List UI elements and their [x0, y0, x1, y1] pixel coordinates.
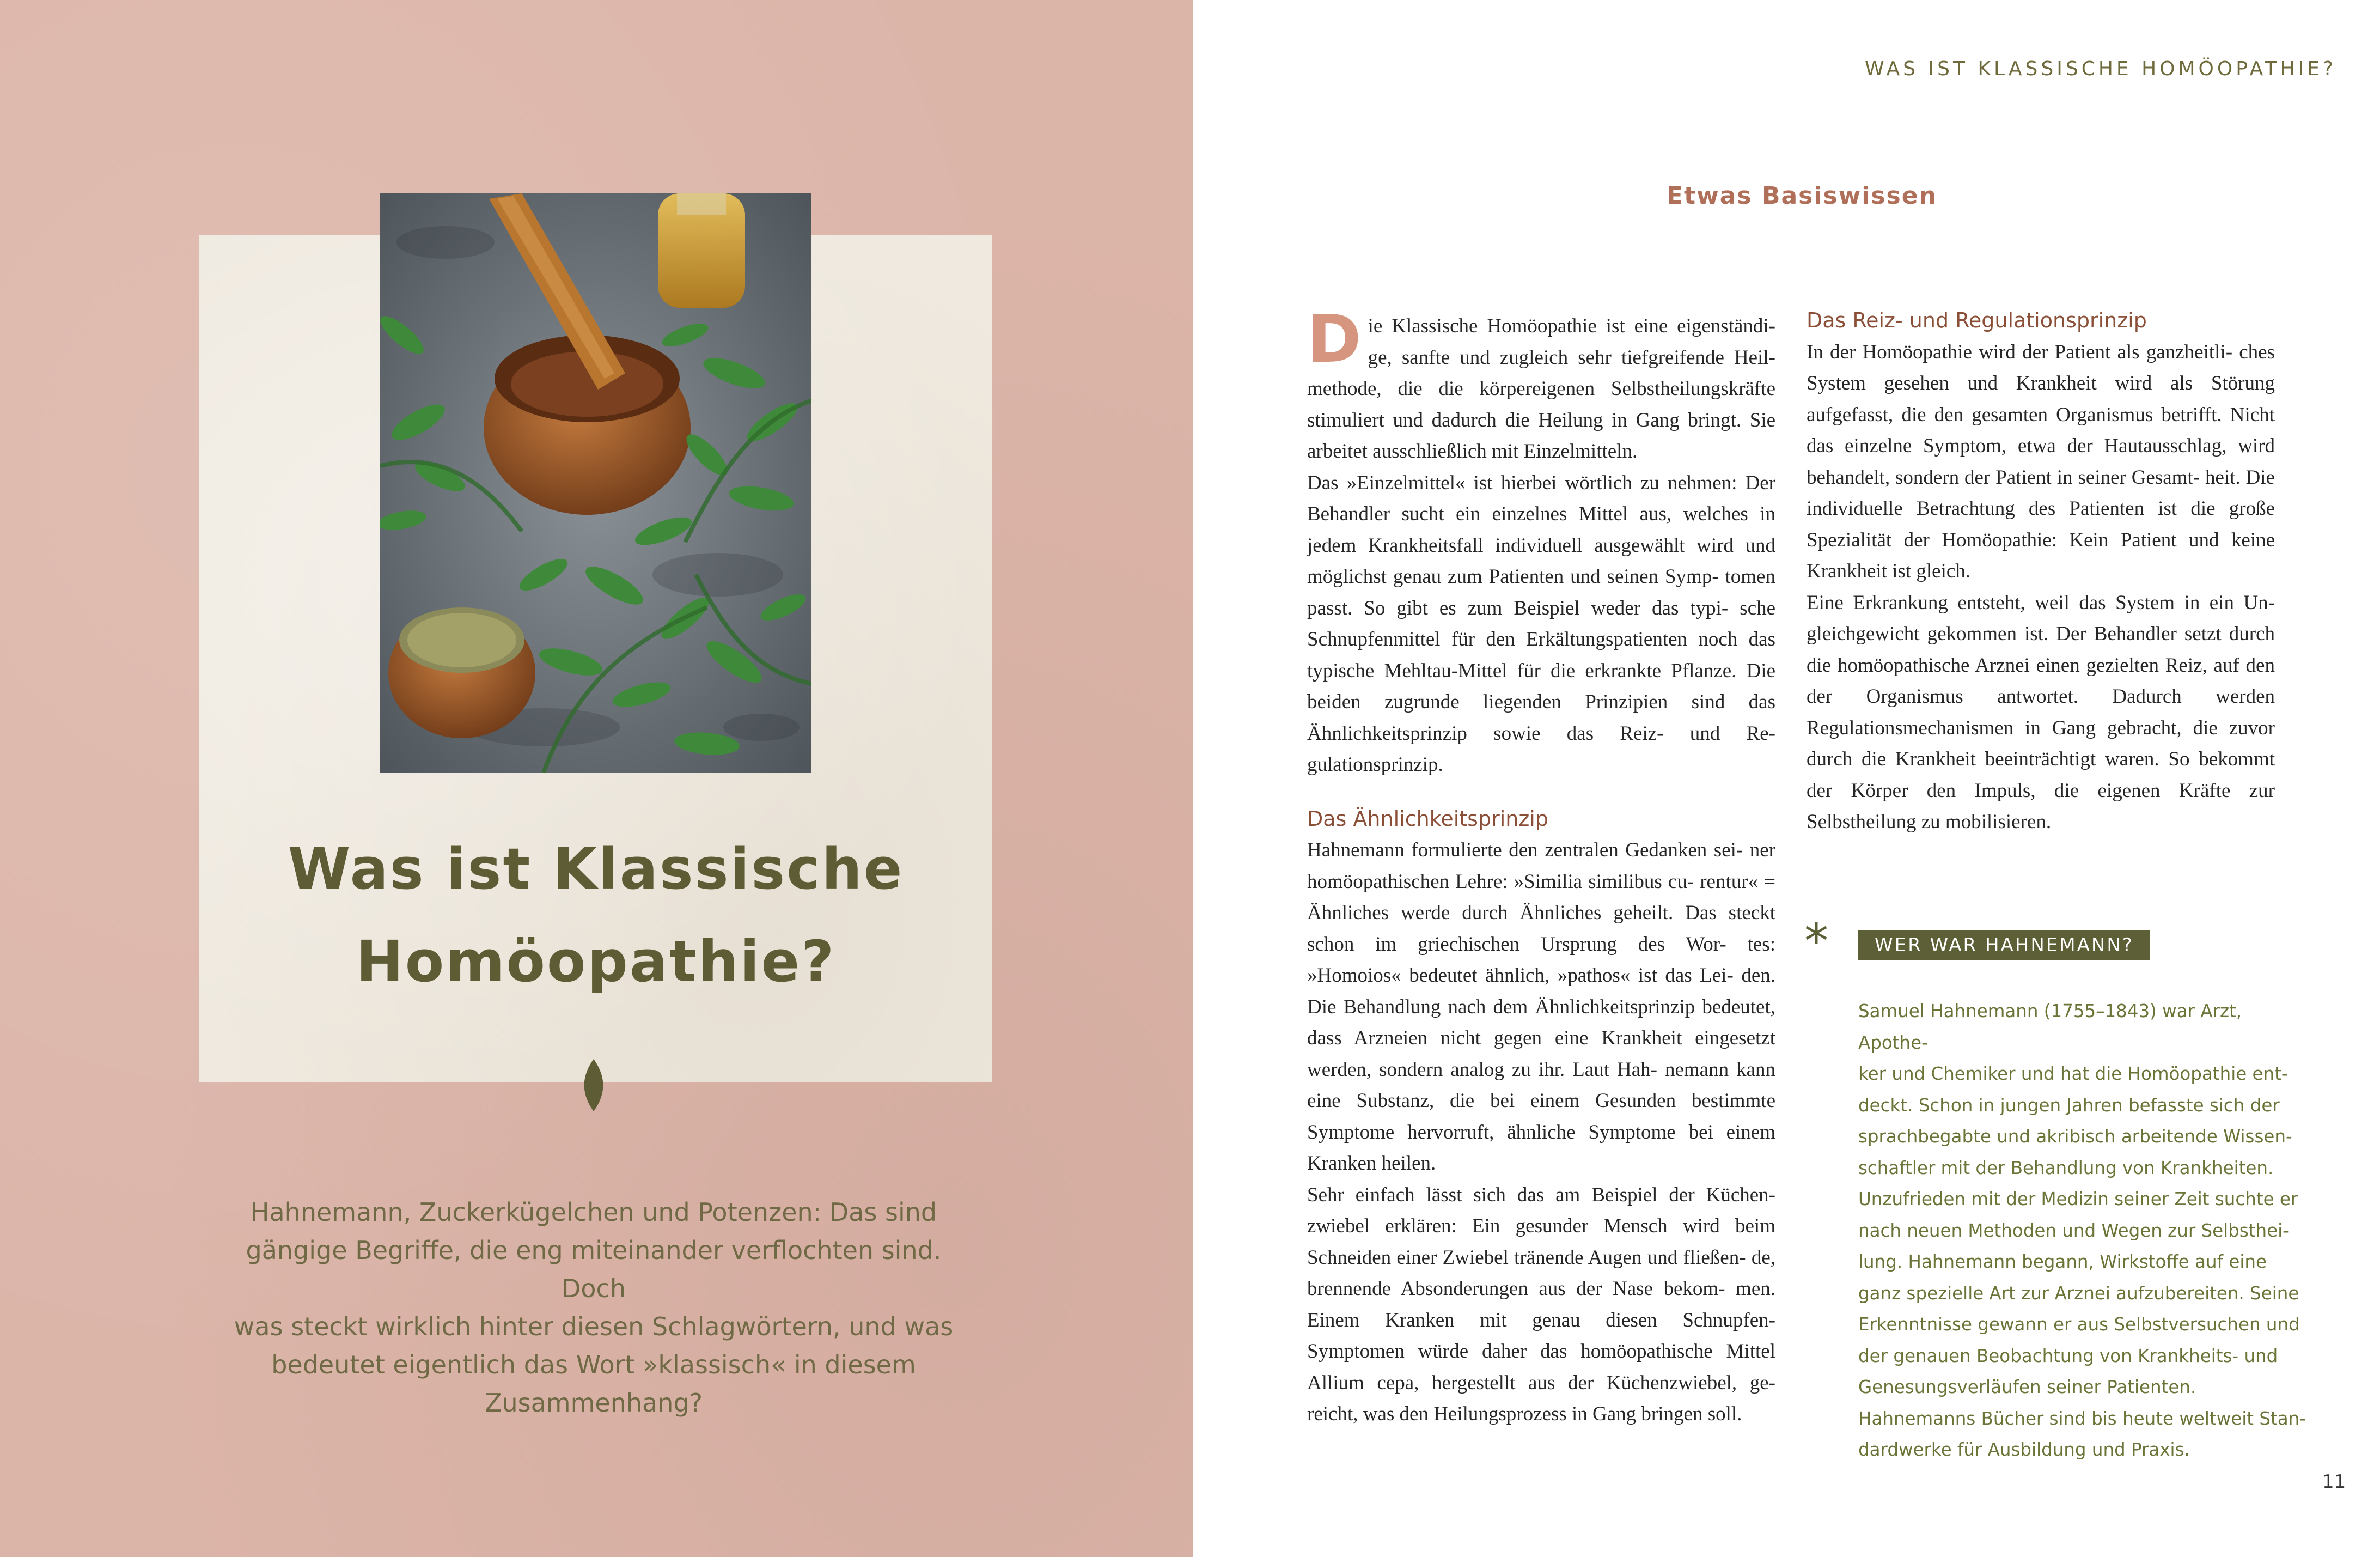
section-title: Etwas Basiswissen	[1667, 182, 1937, 210]
text-line: methode, die die körpereigenen Selbstheilungskräfte	[1307, 378, 1775, 400]
text-line: durch die homöopathische Arznei einen gezielten	[1807, 623, 2275, 677]
text-line: gleichgewicht gekommen ist. Der Behandler setzt	[1807, 623, 2229, 645]
asterisk-icon: *	[1804, 913, 1828, 969]
text-line: wird behandelt, sondern der Patient in seiner Gesamt-	[1807, 435, 2275, 489]
text-line: Eine Erkrankung entsteht, weil das System in ein Un-	[1807, 591, 2275, 614]
leaf-ornament-icon	[578, 1058, 609, 1112]
text-column-right	[1807, 305, 2275, 838]
text-line: Schneiden einer Zwiebel tränende Augen und fließen-	[1307, 1246, 1752, 1269]
sidebar-line: Unzufrieden mit der Medizin seiner Zeit suchte er	[1858, 1189, 2298, 1209]
sidebar-line: Hahnemanns Bücher sind bis heute weltweit Stan-	[1858, 1408, 2306, 1429]
text-line: bei einem Kranken heilen.	[1307, 1121, 1775, 1175]
subhead-reiz-regulationsprinzip: Das Reiz- und Regulationsprinzip	[1807, 308, 2147, 332]
subhead-aehnlichkeitsprinzip: Das Ähnlichkeitsprinzip	[1307, 806, 1548, 831]
text-line: bedeutet, dass Arzneien nicht gegen eine Krankheit	[1307, 995, 1775, 1049]
text-line: Kräfte zur Selbstheilung zu mobilisieren.	[1807, 779, 2275, 833]
text-line: die zuvor durch die Krankheit beeinträchtigt waren.	[1807, 716, 2275, 770]
sidebar-line: Samuel Hahnemann (1755–1843) war Arzt, Apothe-	[1858, 1001, 2242, 1053]
text-line: ie Klassische Homöopathie ist eine eigenständi-	[1368, 315, 1775, 337]
mortar-herbs-photo	[380, 193, 811, 773]
text-line: heit. Die individuelle Betrachtung des Patienten ist die	[1807, 466, 2275, 520]
text-line: tes: »Homoios« bedeutet ähnlich, »pathos« ist das Lei-	[1307, 933, 1775, 987]
text-line: ge, sanfte und zugleich sehr tiefgreifende Heil-	[1368, 346, 1775, 369]
text-line: stimuliert und dadurch die Heilung in Gang bringt.	[1307, 409, 1750, 431]
text-line: noch das typische Mehltau-Mittel für die erkrankte	[1307, 628, 1775, 682]
text-line: Hahnemann formulierte den zentralen Gedanken sei-	[1307, 839, 1750, 861]
sidebar-line: schaftler mit der Behandlung von Krankheiten.	[1858, 1157, 2274, 1178]
dropcap: D	[1307, 302, 1362, 378]
text-line: zwiebel erklären: Ein gesunder Mensch wird beim	[1307, 1215, 1775, 1237]
text-line: rentur« = Ähnliches werde durch Ähnliches geheilt.	[1307, 870, 1775, 924]
text-line: ner homöopathischen Lehre: »Similia similibus cu-	[1307, 839, 1775, 893]
text-line: gulationsprinzip.	[1307, 753, 1443, 776]
text-line: sche Schnupfenmittel für den Erkältungspatienten	[1307, 597, 1775, 650]
text-line: Das »Einzelmittel« ist hierbei wörtlich zu nehmen:	[1307, 471, 1746, 494]
paragraph-intro	[1307, 302, 1775, 467]
text-line: werden Regulationsmechanismen in Gang gebracht,	[1807, 685, 2275, 739]
text-line: keine Krankheit ist gleich.	[1807, 528, 2275, 582]
text-line: So bekommt der Körper den Impuls, die eigenen	[1807, 748, 2275, 802]
text-line: und möglichst genau zum Patienten und seinen Symp-	[1307, 534, 1775, 588]
intro-line: was steckt wirklich hinter diesen Schlagwörtern, und was	[234, 1312, 954, 1341]
intro-paragraph	[223, 1193, 964, 1422]
text-line: nemann kann eine Substanz, die bei einem Gesunden	[1307, 1058, 1776, 1112]
text-line: Nicht das einzelne Symptom, etwa der Hautausschlag,	[1807, 403, 2275, 457]
text-line: ches System gesehen und Krankheit wird als Störung	[1807, 340, 2275, 394]
text-line: Das steckt schon im griechischen Ursprung des Wor-	[1307, 902, 1775, 956]
sidebar-line: dardwerke für Ausbildung und Praxis.	[1858, 1439, 2190, 1460]
sidebar-line: nach neuen Methoden und Wegen zur Selbsthei-	[1858, 1220, 2289, 1241]
page-number: 11	[2322, 1471, 2346, 1493]
mortar-herbs-illustration	[380, 193, 811, 773]
text-line: Allium cepa, hergestellt aus der Küchenzwiebel, ge-	[1307, 1371, 1775, 1394]
text-line: eingesetzt werden, sondern analog zu ihr. Laut Hah-	[1307, 1027, 1775, 1081]
paragraph-einzelmittel	[1307, 467, 1775, 781]
sidebar-line: ker und Chemiker und hat die Homöopathie ent-	[1858, 1063, 2288, 1084]
sidebar-line: der genauen Beobachtung von Krankheits- und	[1858, 1345, 2278, 1366]
sidebar-text	[1858, 996, 2310, 1466]
text-line: Sehr einfach lässt sich das am Beispiel der Küchen-	[1307, 1183, 1775, 1206]
sidebar-label: WER WAR HAHNEMANN?	[1858, 930, 2150, 960]
paragraph-ganzheitlich	[1807, 337, 2275, 587]
text-line: bestimmte Symptome hervorruft, ähnliche Symptome	[1307, 1090, 1775, 1144]
text-line: Symptomen würde daher das homöopathische Mittel	[1307, 1340, 1775, 1363]
intro-line: Zusammenhang?	[484, 1388, 703, 1418]
sidebar-line: Erkenntnisse gewann er aus Selbstversuchen und	[1858, 1314, 2300, 1335]
sidebar-line: Genesungsverläufen seiner Patienten.	[1858, 1377, 2196, 1397]
paragraph-erkrankung	[1807, 587, 2275, 838]
sidebar-line: deckt. Schon in jungen Jahren befasste sich der	[1858, 1094, 2280, 1116]
text-line: In der Homöopathie wird der Patient als ganzheitli-	[1807, 340, 2239, 363]
sidebar-line: ganz spezielle Art zur Arznei aufzubereiten. Seine	[1858, 1282, 2299, 1304]
chapter-title-line-1: Was ist Klassische	[288, 836, 904, 902]
text-line: Der Behandler sucht ein einzelnes Mittel aus, welches	[1307, 471, 1775, 525]
chapter-title	[199, 823, 992, 1008]
text-line: den. Die Behandlung nach dem Ähnlichkeitsprinzip	[1307, 964, 1775, 1018]
text-line: große Spezialität der Homöopathie: Kein Patient und	[1807, 497, 2275, 551]
paragraph-kuechenzwiebel	[1307, 1179, 1775, 1430]
intro-line: bedeutet eigentlich das Wort »klassisch« in diesem	[271, 1350, 916, 1379]
text-line: tomen passt. So gibt es zum Beispiel weder das typi-	[1307, 565, 1775, 619]
text-line: Sie arbeitet ausschließlich mit Einzelmitteln.	[1307, 409, 1775, 463]
intro-line: Hahnemann, Zuckerkügelchen und Potenzen: Das sind	[250, 1197, 937, 1227]
text-line: aufgefasst, die den gesamten Organismus betrifft.	[1807, 403, 2230, 426]
text-column-left	[1307, 302, 1776, 1430]
sidebar-line: sprachbegabte und akribisch arbeitende Wissen-	[1858, 1126, 2292, 1147]
chapter-title-line-2: Homöopathie?	[356, 928, 836, 995]
text-line: sind das Ähnlichkeitsprinzip sowie das Reiz- und Re-	[1307, 691, 1775, 745]
text-line: men. Einem Kranken mit genau diesen Schnupfen-	[1307, 1278, 1775, 1331]
text-line: de, brennende Absonderungen aus der Nase bekom-	[1307, 1246, 1775, 1300]
text-line: reicht, was den Heilungsprozess in Gang bringen soll.	[1307, 1403, 1742, 1425]
text-line: Reiz, auf den der Organismus antwortet. Dadurch	[1807, 654, 2275, 708]
sidebar-line: lung. Hahnemann begann, Wirkstoffe auf eine	[1858, 1251, 2267, 1272]
text-line: Pflanze. Die beiden zugrunde liegenden Prinzipien	[1307, 659, 1775, 713]
intro-line: gängige Begriffe, die eng miteinander verflochten sind. Doch	[246, 1236, 942, 1303]
paragraph-similia	[1307, 835, 1775, 1179]
text-line: in jedem Krankheitsfall individuell ausgewählt wird	[1307, 503, 1775, 557]
running-head: WAS IST KLASSISCHE HOMÖOPATHIE?	[1864, 58, 2336, 80]
